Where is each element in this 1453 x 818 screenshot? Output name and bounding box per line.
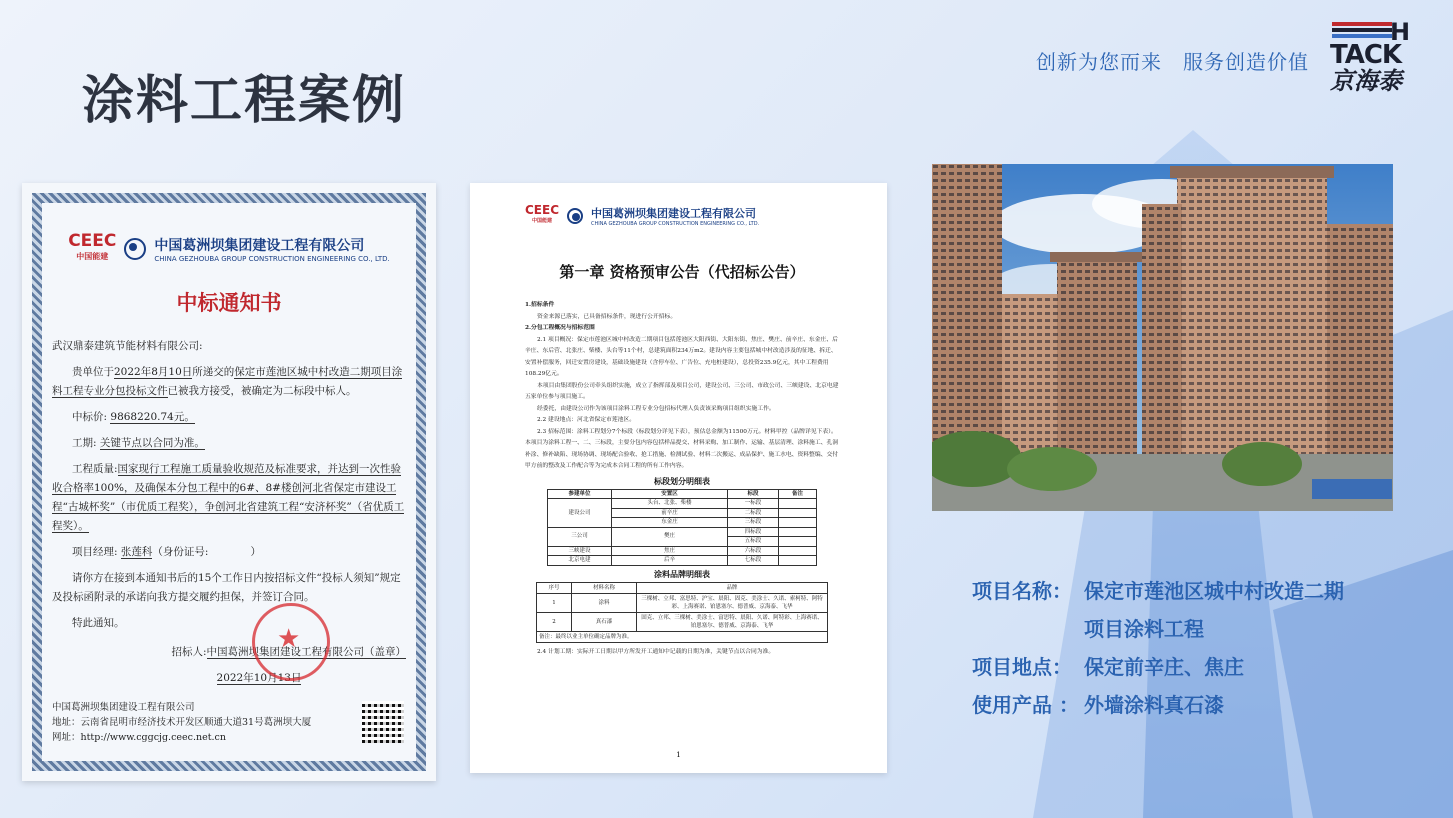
slogan: 创新为您而来 服务创造价值 xyxy=(1036,50,1309,74)
section-heading: 2.分包工程概况与招标范围 xyxy=(525,325,595,331)
tenderer: 招标人:中国葛洲坝集团建设工程有限公司（盖章） xyxy=(171,646,406,658)
company-seal-icon xyxy=(252,603,330,681)
paragraph: 2.4 计划工期：实际开工日期以甲方所发开工通知中记载的日期为准，关键节点以合同为准。 xyxy=(537,648,775,655)
paragraph: 经委托，由建设公司作为该项目涂料工程专业分包招标代理人负责该采购项目组织实施工作。 xyxy=(537,405,775,412)
project-product: 使用产品 ： 外墙涂料真石漆 xyxy=(972,693,1224,717)
quality-requirement: 工程质量:国家现行工程施工质量验收规范及标准要求，并达到一次性验收合格率100%，及确保本分包工程中的6#、8#楼创河北省保定市建设工程“古城杯奖”（市优质工程奖），争创河北省建筑工程“安济杯奖”（省优质工程奖）。 xyxy=(52,463,405,532)
logo-word: TACK xyxy=(1330,40,1402,70)
cggc-logo-icon xyxy=(567,208,583,224)
certificate-footer: 中国葛洲坝集团建设工程有限公司 地址：云南省昆明市经济技术开发区顺通大道31号葛洲坝大厦 网址：http://www.cggcjg.ceec.net.cn xyxy=(52,702,312,743)
award-statement: 贵单位于2022年8月10日所递交的保定市莲池区城中村改造二期项目涂料工程专业分包投标文件已被我方接受，被确定为二标段中标人。 xyxy=(52,366,403,397)
award-certificate xyxy=(22,183,436,781)
sign-date: 2022年10月13日 xyxy=(216,672,302,684)
logo-cn: 京海泰 xyxy=(1330,67,1402,95)
page-title: 涂料工程案例 xyxy=(82,71,407,131)
project-manager: 项目经理: 张莲科（身份证号: ） xyxy=(72,546,261,558)
document-company: 中国葛洲坝集团建设工程有限公司 xyxy=(591,207,757,220)
document-company-en: CHINA GEZHOUBA GROUP CONSTRUCTION ENGINEERING CO., LTD. xyxy=(591,221,760,227)
request-text: 请你方在接到本通知书后的15个工作日内按招标文件“投标人须知”规定及投标函附录的承诺向我方提交履约担保，并签订合同。 xyxy=(52,572,401,603)
cggc-logo-icon xyxy=(124,238,146,260)
table-caption: 涂料品牌明细表 xyxy=(654,569,710,579)
project-info xyxy=(972,572,1344,724)
issuer-name: 中国葛洲坝集团建设工程有限公司 xyxy=(154,238,365,254)
brand-table: 序号 材料名称 品牌 1 涂料 三棵树、立邦、富思特、沪宝、晨阳、固克、美涂士、久诺、索柯特、阿特彩、上海赛诺、铂恩塞尔、德普威、京海泰、飞华 2 真石漆 固克、立邦、三棵树、美涂士、富思特、晨阳、久诺、阿特彩、上海赛诺、铂恩塞尔、德普威、京海泰、飞华 备注：最终以业主单位确定品牌为准。 xyxy=(536,582,828,643)
document-header xyxy=(525,205,839,227)
award-price: 中标价: 9868220.74元。 xyxy=(72,411,195,423)
table-caption: 标段划分明细表 xyxy=(654,476,710,486)
paragraph: 2.3 招标范围：涂料工程划分7个标段（标段划分详见下表），预估总金额为11500万元。材料甲控（品牌详见下表）。本项目为涂料工程一、二、三标段，主要分包内容包括样品提交、材料采购、加工制作、运输、基层清理、涂料施工、孔洞补涂、修补缺陷、现场协调、现场配合验收、抢工措施、检测试验、材料二次搬运、成品保护、施工水电、资料整编、交付甲方前的整改及工作配合等为完成本合同工程的所有工作内容。 xyxy=(525,428,839,469)
logo-letter: H xyxy=(1390,18,1411,46)
project-name-cont: 项目涂料工程 xyxy=(1084,617,1204,641)
logo-stripes-icon xyxy=(1332,22,1392,42)
paragraph: 2.1 项目概况：保定市莲池区城中村改造二期项目包括莲池区大阳西街、大阳东街、焦庄、樊庄、前辛庄、东金庄、后辛庄、东后营、北张庄、柴楼、头台等11个村，总建筑面积234万m2。建设内容主要包括城中村改造涉及的征地、拆迁、安置补偿服务，回迁安置房建设，基础设施建设（含停车位、广告位、充电桩建设），总投资235.9亿元，其中工程费用108.29亿元。 xyxy=(525,336,838,377)
issuer-name-en: CHINA GEZHOUBA GROUP CONSTRUCTION ENGINEERING CO., LTD. xyxy=(154,255,390,263)
paragraph: 本项目由集团股份公司牵头组织实施，成立了指挥部及项目公司，建设公司、三公司、市政公司、三峡建设、北京电建五家单位参与项目施工。 xyxy=(525,382,839,400)
section-heading: 1.招标条件 xyxy=(525,302,555,308)
brand-logo xyxy=(1330,20,1418,100)
notice-text: 特此通知。 xyxy=(72,617,125,629)
paragraph: 资金来源已落实，已具备招标条件，现进行公开招标。 xyxy=(537,313,677,320)
ceec-logo: CEEC 中国能建 xyxy=(525,203,560,224)
project-name: 项目名称： 保定市莲池区城中村改造二期 xyxy=(972,579,1344,603)
ceec-logo: CEEC 中国能建 xyxy=(68,231,117,261)
recipient: 武汉鼎泰建筑节能材料有限公司: xyxy=(52,340,203,352)
project-building-photo xyxy=(932,164,1393,511)
tender-document xyxy=(470,183,887,773)
construction-period: 工期: 关键节点以合同为准。 xyxy=(72,437,205,449)
paragraph: 2.2 建设地点：河北省保定市莲池区。 xyxy=(537,417,636,423)
project-location: 项目地点： 保定前辛庄、焦庄 xyxy=(972,655,1244,679)
page-number: 1 xyxy=(676,751,681,759)
section-table: 参建单位 安置区 标段 备注 建设公司 头台、北张、柴楼 一标段 前辛庄 二标段 东金庄 三标段 三公司 樊庄 四标段 五标段 三峡建设 焦庄 六标段 北京电建 后辛 七标段 xyxy=(547,489,817,566)
certificate-header xyxy=(52,233,406,265)
certificate-title: 中标通知书 xyxy=(176,290,282,315)
chapter-title: 第一章 资格预审公告（代招标公告） xyxy=(559,263,805,281)
